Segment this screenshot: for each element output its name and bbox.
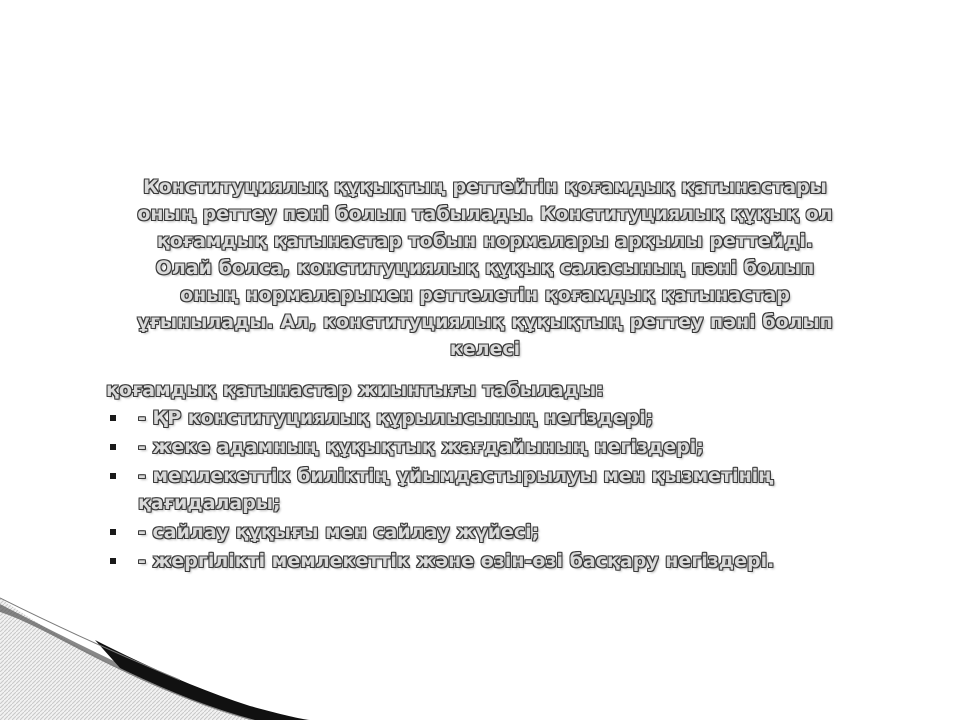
list-item-text: - жергілікті мемлекеттік және өзін-өзі басқару негіздері. (138, 550, 775, 572)
intro-line: оның нормаларымен реттелетін қоғамдық қатынастар (180, 284, 790, 306)
list-item (106, 463, 846, 517)
intro-line: келесі (449, 338, 521, 360)
list-item (106, 519, 846, 546)
square-bullet-icon (110, 415, 116, 421)
list-item (106, 405, 846, 432)
list-item-text: - жеке адамның құқықтық жағдайының негіздері; (138, 436, 704, 458)
list-item (106, 434, 846, 461)
list-item-text: - мемлекеттік биліктің ұйымдастырылуы мен қызметінің қағидалары; (138, 465, 774, 514)
bullet-list (106, 405, 846, 577)
intro-line: ұғынылады. Ал, конституциялық құқықтың реттеу пәні болып (137, 311, 833, 333)
lead-line: қоғамдық қатынастар жиынтығы табылады: (106, 379, 604, 401)
square-bullet-icon (110, 473, 116, 479)
intro-line: Олай болса, конституциялық құқық саласының пәні болып (155, 257, 815, 279)
intro-paragraph (100, 174, 870, 363)
intro-line: қоғамдық қатынастар тобын нормалары арқылы реттейді. (156, 230, 814, 252)
list-item (106, 548, 846, 575)
list-item-text: - сайлау құқығы мен сайлау жүйесі; (138, 521, 540, 543)
list-item-text: - ҚР конституциялық құрылысының негіздері; (138, 407, 654, 429)
intro-line: Конституциялық құқықтың реттейтін қоғамдық қатынастары (143, 176, 827, 198)
square-bullet-icon (110, 444, 116, 450)
square-bullet-icon (110, 558, 116, 564)
square-bullet-icon (110, 529, 116, 535)
intro-line: оның реттеу пәні болып табылады. Конституциялық құқық ол (137, 203, 833, 225)
